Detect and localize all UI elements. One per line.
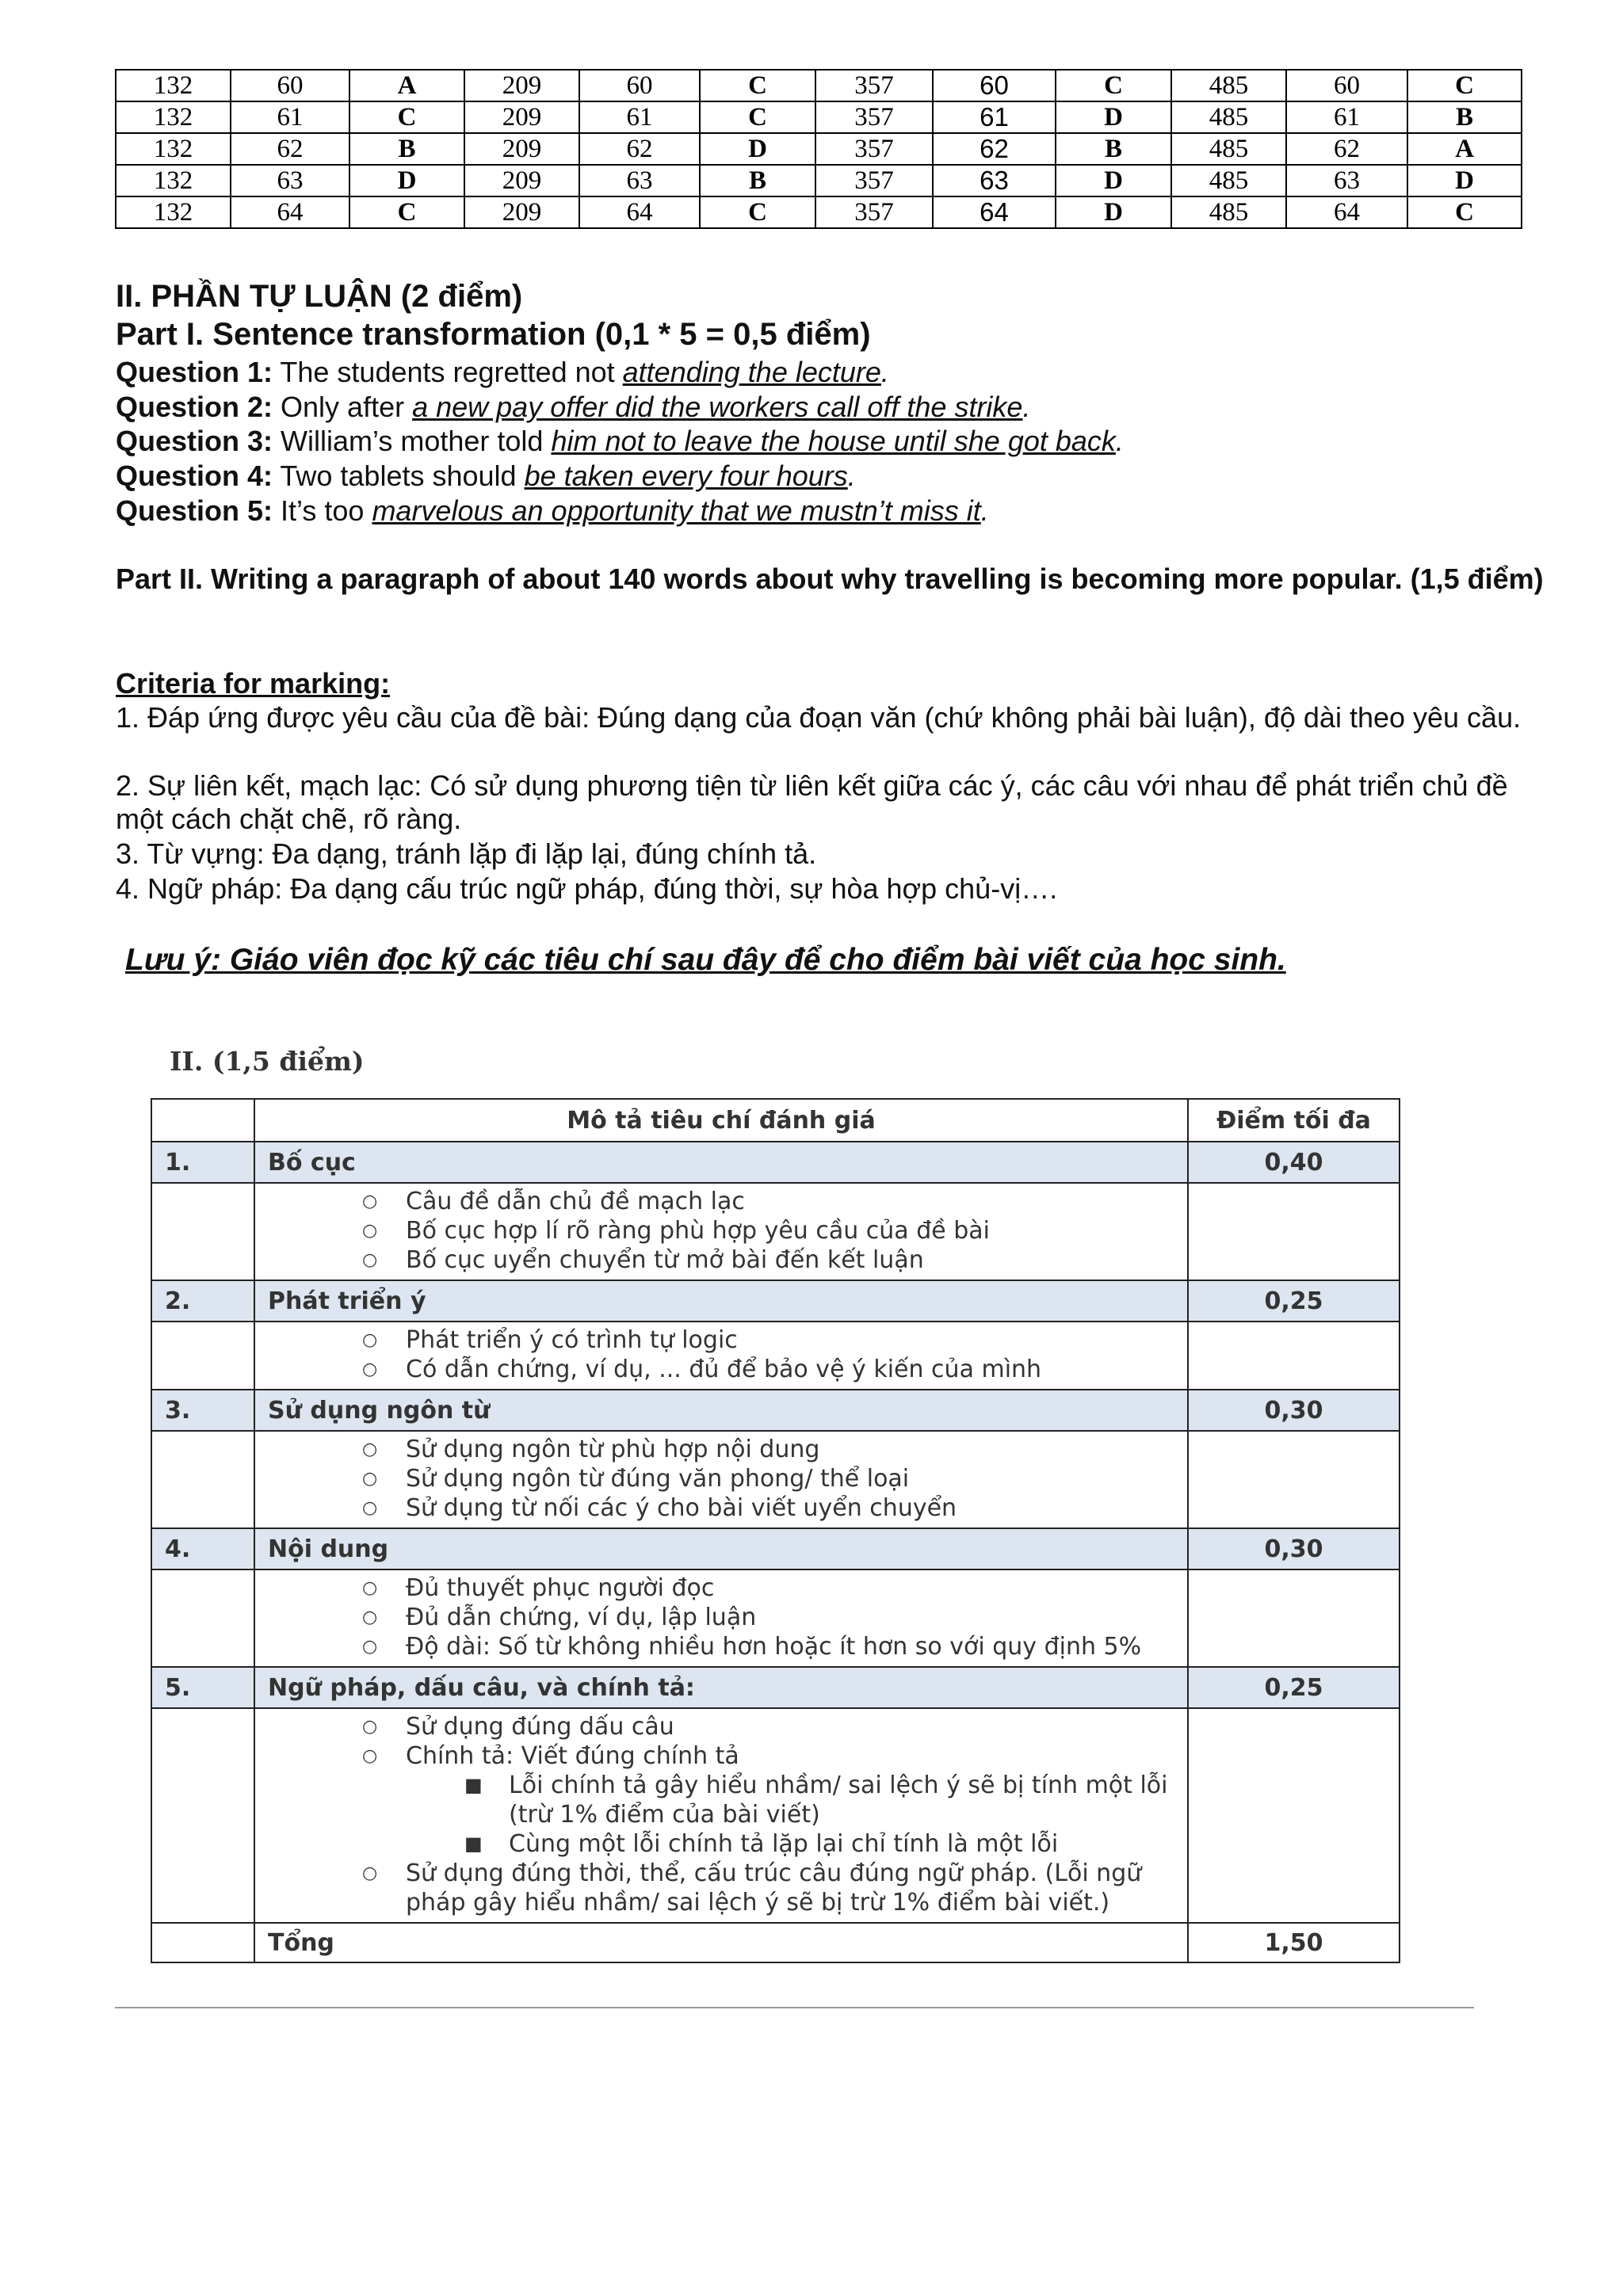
- answer-cell: A: [349, 70, 464, 101]
- essay-heading: II. PHẦN TỰ LUẬN (2 điểm): [116, 279, 523, 314]
- rubric-items-row: [151, 1708, 1400, 1923]
- rubric-item: ○ Sử dụng đúng thời, thể, cấu trúc câu đúng ngữ pháp. (Lỗi ngữ pháp gây hiểu nhầm/ sai lệch ý sẽ bị trừ 1% điểm bài viết.): [362, 1859, 1142, 1917]
- answer-cell: 209: [464, 133, 579, 165]
- question-2: Question 2: Only after a new pay offer did the workers call off the strike.: [116, 391, 1031, 423]
- rubric-sub-item: ■ Lỗi chính tả gây hiểu nhầm/ sai lệch ý sẽ bị tính một lỗi (trừ 1% điểm của bài viết): [464, 1772, 1168, 1829]
- answer-cell: D: [349, 165, 464, 196]
- answer-cell: 62: [933, 133, 1056, 165]
- rubric-item: ○ Bố cục uyển chuyển từ mở bài đến kết luận: [362, 1246, 924, 1274]
- answer-cell: 61: [933, 101, 1056, 133]
- rubric-item: ○ Sử dụng ngôn từ đúng văn phong/ thể loại: [362, 1465, 910, 1493]
- answer-cell: 63: [579, 165, 700, 196]
- answer-cell: 485: [1171, 165, 1286, 196]
- category-points: 0,40: [1188, 1142, 1400, 1183]
- question-4: Question 4: Two tablets should be taken every four hours.: [116, 460, 856, 492]
- answer-cell: 209: [464, 101, 579, 133]
- answer-cell: 61: [231, 101, 349, 133]
- rubric-items-row: [151, 1431, 1400, 1528]
- category-name: Phát triển ý: [254, 1280, 1188, 1322]
- rubric-table: [151, 1098, 1400, 1963]
- answer-cell: 357: [815, 70, 933, 101]
- answer-row: [116, 165, 1522, 196]
- col-max-points-header: Điểm tối đa: [1188, 1099, 1400, 1142]
- category-points: 0,30: [1188, 1390, 1400, 1431]
- answer-cell: 209: [464, 165, 579, 196]
- answer-cell: B: [349, 133, 464, 165]
- rubric-item: ○ Đủ thuyết phục người đọc: [362, 1574, 715, 1602]
- answer-row: [116, 101, 1522, 133]
- rubric-item: ○ Câu đề dẫn chủ đề mạch lạc: [362, 1188, 745, 1215]
- answer-cell: A: [1407, 133, 1522, 165]
- answer-cell: 132: [116, 165, 231, 196]
- question-1: Question 1: The students regretted not attending the lecture.: [116, 356, 889, 388]
- answer-cell: D: [1407, 165, 1522, 196]
- category-name: Bố cục: [254, 1142, 1188, 1183]
- answer-cell: 60: [933, 70, 1056, 101]
- answer-cell: C: [1407, 196, 1522, 228]
- criteria-item-1: 1. Đáp ứng được yêu cầu của đề bài: Đúng dạng của đoạn văn (chứ không phải bài luận), độ dài theo yêu cầu.: [116, 701, 1522, 734]
- rubric-category-row: 5. Ngữ pháp, dấu câu, và chính tả: 0,25: [151, 1667, 1400, 1708]
- rubric-category-row: 4. Nội dung 0,30: [151, 1528, 1400, 1569]
- answer-key-table: [115, 69, 1522, 229]
- rubric-title: II. (1,5 điểm): [170, 1046, 365, 1077]
- rubric-items-row: [151, 1183, 1400, 1280]
- answer-cell: C: [700, 101, 815, 133]
- answer-cell: B: [1407, 101, 1522, 133]
- answer-cell: 63: [1286, 165, 1407, 196]
- category-name: Sử dụng ngôn từ: [254, 1390, 1188, 1431]
- answer-cell: 61: [1286, 101, 1407, 133]
- answer-cell: C: [1407, 70, 1522, 101]
- rubric-sub-item: ■ Cùng một lỗi chính tả lặp lại chỉ tính là một lỗi: [464, 1830, 1059, 1858]
- answer-cell: 357: [815, 133, 933, 165]
- rubric-item: ○ Bố cục hợp lí rõ ràng phù hợp yêu cầu của đề bài: [362, 1217, 991, 1245]
- answer-cell: B: [1056, 133, 1171, 165]
- category-points: 0,30: [1188, 1528, 1400, 1569]
- rubric-item: ○ Sử dụng ngôn từ phù hợp nội dung: [362, 1436, 820, 1463]
- answer-cell: 60: [579, 70, 700, 101]
- question-3: Question 3: William’s mother told him not to leave the house until she got back.: [116, 425, 1124, 457]
- total-label: Tổng: [254, 1923, 1188, 1962]
- answer-cell: 62: [1286, 133, 1407, 165]
- question-5: Question 5: It’s too marvelous an opportunity that we mustn’t miss it.: [116, 494, 989, 527]
- answer-cell: 60: [231, 70, 349, 101]
- answer-cell: 485: [1171, 133, 1286, 165]
- answer-row: [116, 196, 1522, 228]
- answer-cell: C: [700, 196, 815, 228]
- part1-title: Part I. Sentence transformation (0,1 * 5 = 0,5 điểm): [116, 317, 871, 352]
- criteria-item-4: 4. Ngữ pháp: Đa dạng cấu trúc ngữ pháp, đúng thời, sự hòa hợp chủ-vị….: [116, 872, 1058, 905]
- teacher-note: Lưu ý: Giáo viên đọc kỹ các tiêu chí sau đây để cho điểm bài viết của học sinh.: [125, 943, 1286, 977]
- category-name: Ngữ pháp, dấu câu, và chính tả:: [254, 1667, 1188, 1708]
- answer-cell: 63: [933, 165, 1056, 196]
- rubric-item: ○ Phát triển ý có trình tự logic: [362, 1326, 738, 1354]
- answer-cell: 63: [231, 165, 349, 196]
- answer-cell: 132: [116, 70, 231, 101]
- answer-cell: 485: [1171, 70, 1286, 101]
- answer-cell: 357: [815, 101, 933, 133]
- category-name: Nội dung: [254, 1528, 1188, 1569]
- total-points: 1,50: [1188, 1923, 1400, 1962]
- criteria-heading: Criteria for marking:: [116, 667, 391, 700]
- answer-cell: 61: [579, 101, 700, 133]
- rubric-total-row: [151, 1923, 1400, 1962]
- answer-cell: 485: [1171, 196, 1286, 228]
- rubric-category-row: 3. Sử dụng ngôn từ 0,30: [151, 1390, 1400, 1431]
- category-points: 0,25: [1188, 1280, 1400, 1322]
- answer-cell: 64: [231, 196, 349, 228]
- rubric-category-row: 2. Phát triển ý 0,25: [151, 1280, 1400, 1322]
- rubric-item: ○ Có dẫn chứng, ví dụ, ... đủ để bảo vệ ý kiến của mình: [362, 1356, 1042, 1383]
- answer-cell: D: [700, 133, 815, 165]
- col-description-header: Mô tả tiêu chí đánh giá: [254, 1099, 1188, 1142]
- answer-cell: C: [700, 70, 815, 101]
- rubric-category-row: 1. Bố cục 0,40: [151, 1142, 1400, 1183]
- answer-row: [116, 70, 1522, 101]
- rubric-item: ○ Chính tả: Viết đúng chính tả ■ Lỗi chính tả gây hiểu nhầm/ sai lệch ý sẽ bị tính một lỗi (trừ 1% điểm của bài viết) ■ Cùng một lỗi chính tả lặp lại chỉ tính là một lỗi: [255, 1741, 1187, 1859]
- criteria-item-3: 3. Từ vựng: Đa dạng, tránh lặp đi lặp lại, đúng chính tả.: [116, 837, 817, 870]
- rubric-item: ○ Đủ dẫn chứng, ví dụ, lập luận: [362, 1604, 757, 1631]
- answer-cell: 62: [231, 133, 349, 165]
- answer-cell: D: [1056, 165, 1171, 196]
- rubric-item: ○ Sử dụng từ nối các ý cho bài viết uyển chuyển: [362, 1494, 957, 1522]
- rubric-items-row: [151, 1569, 1400, 1667]
- answer-cell: 485: [1171, 101, 1286, 133]
- rubric-header-row: [151, 1099, 1400, 1142]
- answer-cell: 357: [815, 196, 933, 228]
- criteria-item-2: 2. Sự liên kết, mạch lạc: Có sử dụng phương tiện từ liên kết giữa các ý, các câu với nhau để phát triển chủ đề một cách chặt chẽ, rõ ràng.: [116, 769, 1508, 835]
- answer-cell: 64: [579, 196, 700, 228]
- answer-cell: B: [700, 165, 815, 196]
- answer-cell: C: [349, 196, 464, 228]
- answer-cell: D: [1056, 196, 1171, 228]
- answer-cell: 62: [579, 133, 700, 165]
- answer-cell: 132: [116, 196, 231, 228]
- answer-cell: D: [1056, 101, 1171, 133]
- answer-cell: 64: [1286, 196, 1407, 228]
- rubric-item: ○ Sử dụng đúng dấu câu: [362, 1713, 674, 1741]
- answer-cell: C: [1056, 70, 1171, 101]
- answer-cell: 132: [116, 133, 231, 165]
- category-points: 0,25: [1188, 1667, 1400, 1708]
- answer-cell: C: [349, 101, 464, 133]
- bottom-divider: [115, 2007, 1474, 2008]
- answer-cell: 64: [933, 196, 1056, 228]
- answer-cell: 60: [1286, 70, 1407, 101]
- rubric-item: ○ Độ dài: Số từ không nhiều hơn hoặc ít hơn so với quy định 5%: [362, 1633, 1142, 1661]
- answer-cell: 132: [116, 101, 231, 133]
- answer-cell: 209: [464, 196, 579, 228]
- rubric-items-row: [151, 1322, 1400, 1390]
- answer-row: [116, 133, 1522, 165]
- answer-cell: 209: [464, 70, 579, 101]
- answer-cell: 357: [815, 165, 933, 196]
- part2-title: Part II. Writing a paragraph of about 140 words about why travelling is becoming more popular. (1,5 điểm): [116, 563, 1544, 595]
